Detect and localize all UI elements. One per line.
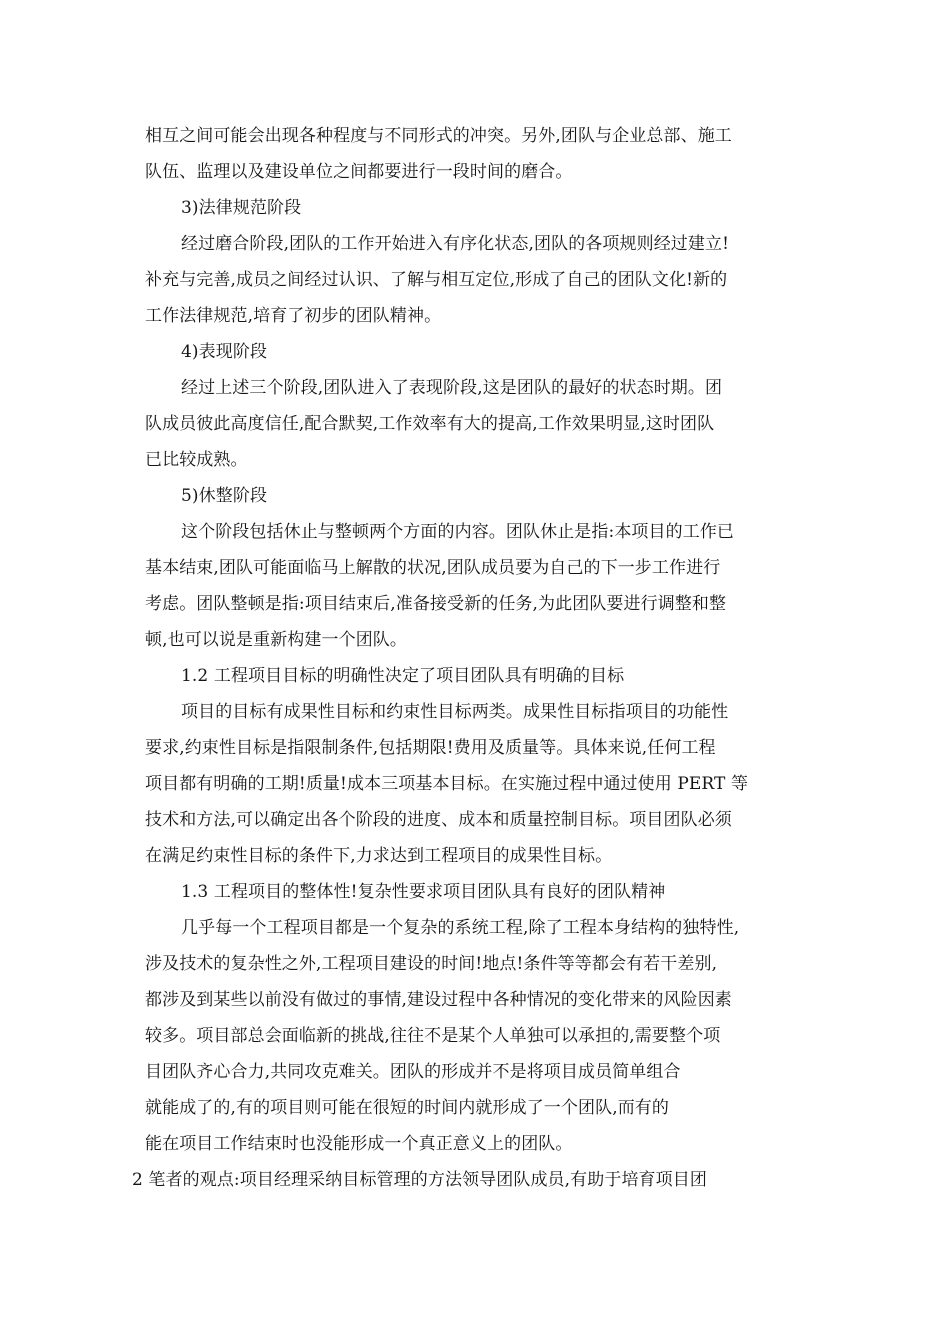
- text-line: 顿,也可以说是重新构建一个团队。: [145, 630, 408, 650]
- text-line: 工作法律规范,培育了初步的团队精神。: [145, 306, 442, 326]
- text-line: 考虑。团队整顿是指:项目结束后,准备接受新的任务,为此团队要进行调整和整: [145, 594, 727, 614]
- paragraph-start-line: 这个阶段包括休止与整顿两个方面的内容。团队休止是指:本项目的工作已: [181, 522, 735, 542]
- text-line: 相互之间可能会出现各种程度与不同形式的冲突。另外,团队与企业总部、施工: [145, 126, 732, 146]
- section-heading: 3)法律规范阶段: [181, 198, 302, 218]
- text-line: 在满足约束性目标的条件下,力求达到工程项目的成果性目标。: [145, 846, 613, 866]
- section-heading: 1.2 工程项目目标的明确性决定了项目团队具有明确的目标: [181, 666, 625, 686]
- section-heading: 1.3 工程项目的整体性!复杂性要求项目团队具有良好的团队精神: [181, 882, 666, 902]
- white-overlay: [740, 1034, 830, 1128]
- text-line: 就能成了的,有的项目则可能在很短的时间内就形成了一个团队,而有的: [145, 1098, 670, 1118]
- text-line: 队成员彼此高度信任,配合默契,工作效率有大的提高,工作效果明显,这时团队: [145, 414, 715, 434]
- text-line: 较多。项目部总会面临新的挑战,往往不是某个人单独可以承担的,需要整个项: [145, 1026, 721, 1046]
- paragraph-start-line: 几乎每一个工程项目都是一个复杂的系统工程,除了工程本身结构的独特性,: [181, 918, 740, 938]
- paragraph-start-line: 经过上述三个阶段,团队进入了表现阶段,这是团队的最好的状态时期。团: [181, 378, 723, 398]
- section-heading: 5)休整阶段: [181, 486, 268, 506]
- section-heading: 2 笔者的观点:项目经理采纳目标管理的方法领导团队成员,有助于培育项目团: [132, 1170, 707, 1190]
- text-line: 项目都有明确的工期!质量!成本三项基本目标。在实施过程中通过使用 PERT 等: [145, 774, 749, 794]
- text-line: 能在项目工作结束时也没能形成一个真正意义上的团队。: [145, 1134, 573, 1154]
- text-line: 补充与完善,成员之间经过认识、了解与相互定位,形成了自己的团队文化!新的: [145, 270, 728, 290]
- text-line: 已比较成熟。: [145, 450, 248, 470]
- paragraph-start-line: 项目的目标有成果性目标和约束性目标两类。成果性目标指项目的功能性: [181, 702, 729, 722]
- text-line: 涉及技术的复杂性之外,工程项目建设的时间!地点!条件等等都会有若干差别,: [145, 954, 718, 974]
- text-line: 目团队齐心合力,共同攻克难关。团队的形成并不是将项目成员简单组合: [145, 1062, 681, 1082]
- text-line: 技术和方法,可以确定出各个阶段的进度、成本和质量控制目标。项目团队必须: [145, 810, 732, 830]
- text-line: 都涉及到某些以前没有做过的事情,建设过程中各种情况的变化带来的风险因素: [145, 990, 732, 1010]
- text-line: 基本结束,团队可能面临马上解散的状况,团队成员要为自己的下一步工作进行: [145, 558, 721, 578]
- text-line: 要求,约束性目标是指限制条件,包括期限!费用及质量等。具体来说,任何工程: [145, 738, 716, 758]
- paragraph-start-line: 经过磨合阶段,团队的工作开始进入有序化状态,团队的各项规则经过建立!: [181, 234, 730, 254]
- section-heading: 4)表现阶段: [181, 342, 268, 362]
- text-line: 队伍、监理以及建设单位之间都要进行一段时间的磨合。: [145, 162, 573, 182]
